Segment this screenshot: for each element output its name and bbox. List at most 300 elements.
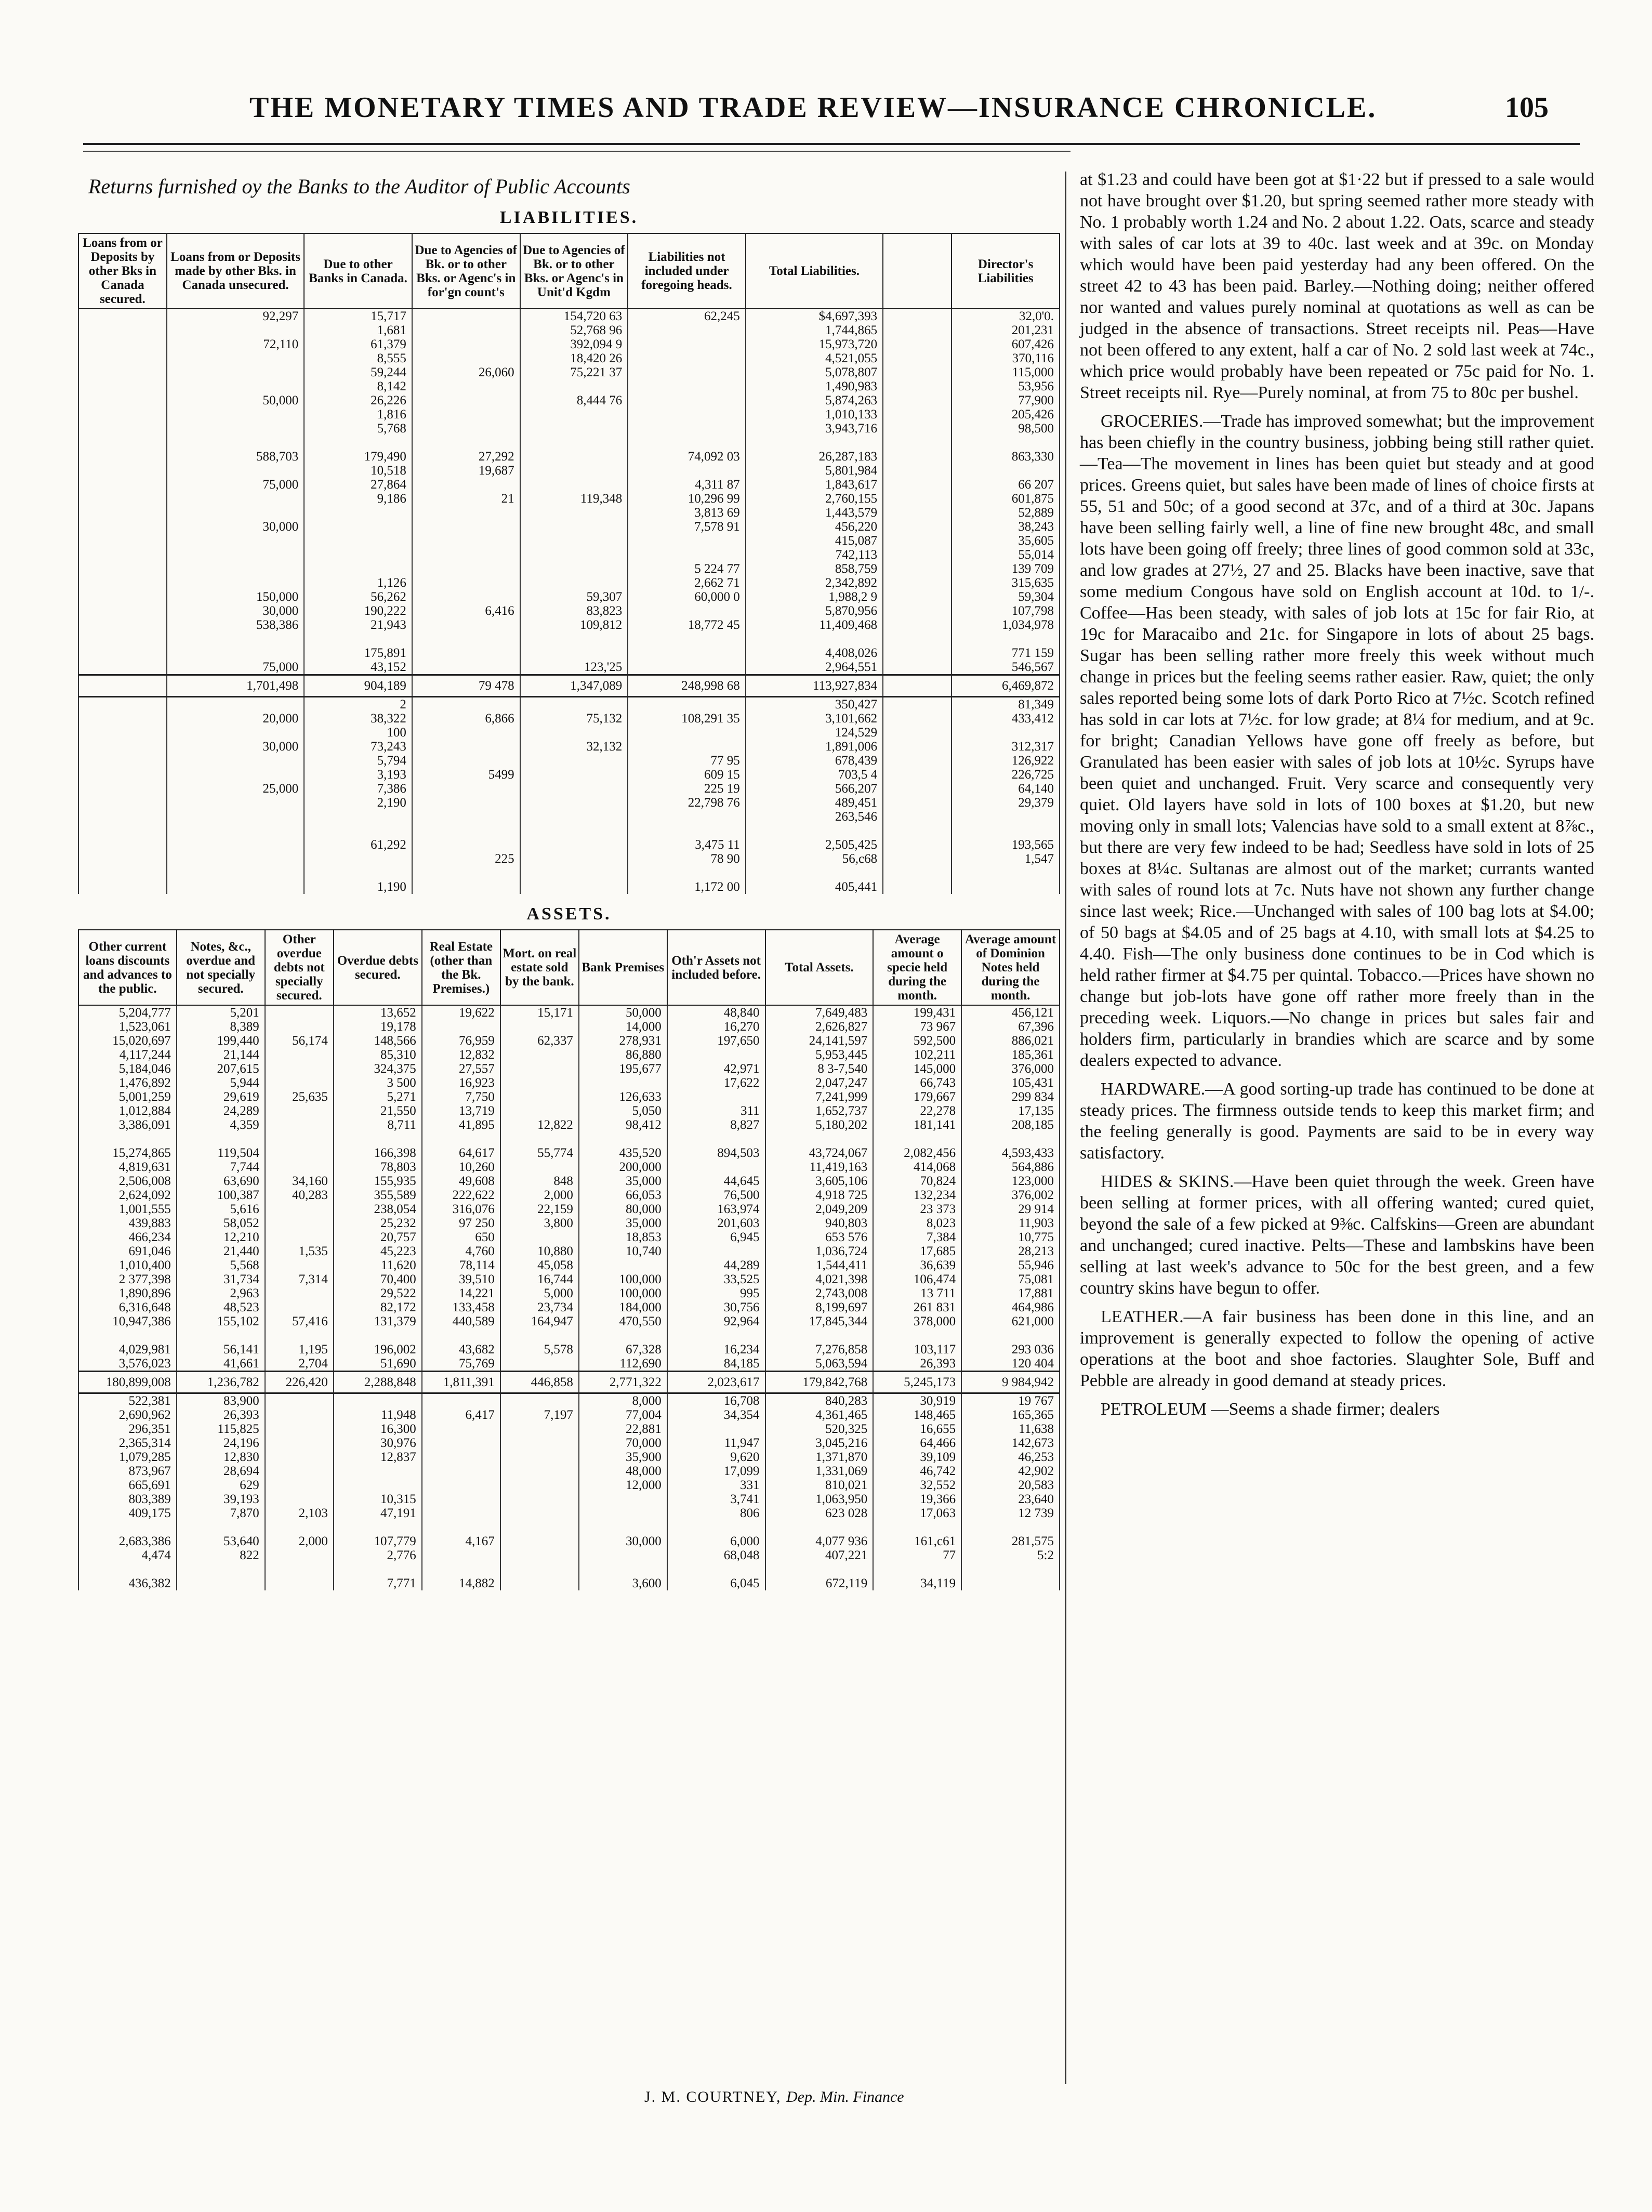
table-cell: 5,768 bbox=[304, 422, 412, 436]
table-cell: 3,600 bbox=[579, 1576, 667, 1590]
table-cell: 810,021 bbox=[765, 1478, 874, 1492]
table-row bbox=[78, 1562, 1060, 1576]
table-cell: 456,220 bbox=[746, 520, 883, 534]
table-cell bbox=[265, 1062, 334, 1076]
table-cell: 446,858 bbox=[500, 1372, 579, 1393]
table-cell: 822 bbox=[177, 1548, 265, 1562]
table-cell: 376,000 bbox=[961, 1062, 1060, 1076]
table-cell: 995 bbox=[667, 1286, 765, 1300]
grain-market-paragraph: at $1.23 and could have been got at $1·22 but if pressed to a sale would not have brought over $1.20, but spring seemed rather more steady with No. 1 probably worth 1.24 and No. 2 about 1.22. Oats, scarce and steady with sales of car lots at 39 to 40c. last week and at 39c. on Monday which would have been paid yesterday had any been offered. On the street 42 to 43 has been paid. Barley.—Nothing doing; neither offered nor wanted and values purely nominal at quotations as well as can be judged in the absence of transactions. Street receipts nil. Peas—Have not been offered to any extent, half a car of No. 2 sold last week at 74c., which price would probably have been repeated or 75c paid for No. 1. Street receipts nil. Rye—Purely nominal, at from 75 to 80c per bushel. bbox=[1080, 170, 1594, 402]
table-row bbox=[78, 520, 1060, 534]
table-cell bbox=[883, 365, 951, 379]
table-cell: 1,036,724 bbox=[765, 1244, 874, 1258]
table-cell: 2,964,551 bbox=[746, 660, 883, 675]
table-cell: 17,063 bbox=[873, 1506, 961, 1520]
table-cell bbox=[628, 632, 746, 646]
table-cell bbox=[500, 1422, 579, 1436]
table-cell: 222,622 bbox=[422, 1188, 500, 1202]
table-cell: 19,178 bbox=[334, 1020, 422, 1034]
table-cell: 47,191 bbox=[334, 1506, 422, 1520]
table-cell: 324,375 bbox=[334, 1062, 422, 1076]
table-cell bbox=[628, 866, 746, 880]
table-cell bbox=[951, 436, 1060, 450]
table-cell: 433,412 bbox=[951, 712, 1060, 726]
table-cell bbox=[177, 1132, 265, 1146]
table-cell bbox=[78, 604, 167, 618]
table-cell: 27,864 bbox=[304, 478, 412, 492]
table-row bbox=[78, 1132, 1060, 1146]
table-cell: 6,866 bbox=[412, 712, 520, 726]
table-cell bbox=[746, 436, 883, 450]
table-cell: 293 036 bbox=[961, 1342, 1060, 1357]
table-cell: 139 709 bbox=[951, 562, 1060, 576]
table-cell bbox=[78, 880, 167, 894]
table-cell: 1,843,617 bbox=[746, 478, 883, 492]
table-cell bbox=[520, 768, 628, 782]
table-cell: 5499 bbox=[412, 768, 520, 782]
table-cell: 68,048 bbox=[667, 1548, 765, 1562]
table-cell bbox=[167, 810, 304, 824]
table-row bbox=[78, 1076, 1060, 1090]
table-cell: 5,801,984 bbox=[746, 464, 883, 478]
table-row bbox=[78, 782, 1060, 796]
table-cell bbox=[500, 1506, 579, 1520]
table-cell: 30,756 bbox=[667, 1300, 765, 1314]
table-cell bbox=[412, 810, 520, 824]
table-cell: 62,245 bbox=[628, 309, 746, 323]
table-cell: 261 831 bbox=[873, 1300, 961, 1314]
table-cell: 30,919 bbox=[873, 1393, 961, 1408]
table-row bbox=[78, 1146, 1060, 1160]
table-cell: 18,853 bbox=[579, 1230, 667, 1244]
table-cell: 56,174 bbox=[265, 1034, 334, 1048]
table-cell bbox=[500, 1478, 579, 1492]
table-cell bbox=[78, 1132, 177, 1146]
table-cell bbox=[412, 838, 520, 852]
table-cell: 67,328 bbox=[579, 1342, 667, 1357]
table-cell bbox=[265, 1562, 334, 1576]
table-cell bbox=[78, 796, 167, 810]
table-cell bbox=[667, 1422, 765, 1436]
table-cell: 84,185 bbox=[667, 1357, 765, 1372]
table-cell: 2 bbox=[304, 697, 412, 712]
table-cell: 601,875 bbox=[951, 492, 1060, 506]
table-cell: 1,371,870 bbox=[765, 1450, 874, 1464]
table-cell bbox=[167, 492, 304, 506]
table-cell: 3 500 bbox=[334, 1076, 422, 1090]
table-cell bbox=[265, 1146, 334, 1160]
table-cell: 225 bbox=[412, 852, 520, 866]
table-row bbox=[78, 1202, 1060, 1216]
table-cell bbox=[628, 604, 746, 618]
table-cell bbox=[167, 646, 304, 660]
table-cell: 39,193 bbox=[177, 1492, 265, 1506]
table-cell: 32,0'0. bbox=[951, 309, 1060, 323]
table-cell: 51,690 bbox=[334, 1357, 422, 1372]
table-cell bbox=[667, 1160, 765, 1174]
table-cell: 164,947 bbox=[500, 1314, 579, 1328]
table-cell: 546,567 bbox=[951, 660, 1060, 675]
table-cell bbox=[579, 1548, 667, 1562]
table-cell: 43,682 bbox=[422, 1342, 500, 1357]
table-cell: 7,870 bbox=[177, 1506, 265, 1520]
signature-title: Dep. Min. Finance bbox=[786, 2088, 904, 2105]
table-cell: 3,386,091 bbox=[78, 1118, 177, 1132]
table-cell: 1,544,411 bbox=[765, 1258, 874, 1272]
table-cell bbox=[500, 1160, 579, 1174]
table-cell bbox=[883, 407, 951, 422]
table-cell: 392,094 9 bbox=[520, 337, 628, 351]
table-cell: 46,253 bbox=[961, 1450, 1060, 1464]
table-cell bbox=[304, 562, 412, 576]
table-cell: 78,803 bbox=[334, 1160, 422, 1174]
table-cell bbox=[167, 866, 304, 880]
table-cell bbox=[78, 323, 167, 337]
table-cell: 52,768 96 bbox=[520, 323, 628, 337]
table-cell bbox=[167, 548, 304, 562]
table-cell: 27,557 bbox=[422, 1062, 500, 1076]
table-cell bbox=[883, 351, 951, 365]
table-cell bbox=[961, 1562, 1060, 1576]
table-cell: 76,959 bbox=[422, 1034, 500, 1048]
table-cell bbox=[500, 1357, 579, 1372]
table-cell bbox=[883, 782, 951, 796]
table-cell: 75,000 bbox=[167, 660, 304, 675]
table-cell bbox=[520, 646, 628, 660]
table-row bbox=[78, 796, 1060, 810]
table-cell: 28,213 bbox=[961, 1244, 1060, 1258]
table-cell: 5,063,594 bbox=[765, 1357, 874, 1372]
table-cell: 75,000 bbox=[167, 478, 304, 492]
table-cell: 11,638 bbox=[961, 1422, 1060, 1436]
table-row bbox=[78, 1005, 1060, 1020]
table-cell: 4,077 936 bbox=[765, 1534, 874, 1548]
table-cell bbox=[765, 1328, 874, 1342]
table-cell: 316,076 bbox=[422, 1202, 500, 1216]
table-cell: 5,616 bbox=[177, 1202, 265, 1216]
table-cell: 34,119 bbox=[873, 1576, 961, 1590]
liabilities-table bbox=[78, 233, 1060, 894]
table-cell: 179,842,768 bbox=[765, 1372, 874, 1393]
table-cell: 50,000 bbox=[167, 393, 304, 407]
table-cell: 4,918 725 bbox=[765, 1188, 874, 1202]
table-cell bbox=[628, 422, 746, 436]
table-cell bbox=[520, 379, 628, 393]
table-cell bbox=[412, 407, 520, 422]
table-row bbox=[78, 1244, 1060, 1258]
table-cell bbox=[628, 726, 746, 740]
table-cell: 126,633 bbox=[579, 1090, 667, 1104]
table-row bbox=[78, 450, 1060, 464]
table-row bbox=[78, 1118, 1060, 1132]
table-cell: 98,500 bbox=[951, 422, 1060, 436]
table-cell: 201,603 bbox=[667, 1216, 765, 1230]
table-cell: 59,307 bbox=[520, 590, 628, 604]
column-header: Director's Liabilities bbox=[951, 233, 1060, 309]
table-cell: 650 bbox=[422, 1230, 500, 1244]
table-cell bbox=[883, 436, 951, 450]
table-row bbox=[78, 407, 1060, 422]
table-cell: 405,441 bbox=[746, 880, 883, 894]
market-paragraph: GROCERIES.—Trade has improved somewhat; but the improvement has been chiefly in the country business, jobbing being still rather quiet.—Tea—The movement in lines has been quiet but steady and at good prices. Greens quiet, but sales have been made of lines of choice firsts at 55, 51 and 50c; of a good second at 37c, and of a third at 30c. Japans have been selling fairly well, a line of fine new brought 48c, and small lots have been going off freely; three lines of good common sold at 33c, and low grades at 27½, 27 and 25. Blacks have been inactive, save that some medium Congous have sold on English account at 10d. to 1/-. Coffee—Has been steady, with sales of job lots at 15c for fair Rio, at 19c for Maracaibo and 21c. for Singapore in lots of about 25 bags. Sugar has been selling rather more freely this week without much change in prices but the feeling seems rather easier. Raw, quiet; the only sales reported being some lots of dark Porto Rico at 7½c. Scotch refined has sold in car lots at 7½c. for low grade; at 8¼ for medium, and at 9c. for bright; Canadian Yellows have gone off freely as before, but Granulated has been easier with sales of job lots at 10½c. Syrups have been quiet and unchanged. Fruit. Very scarce and consequently very quiet. Old layers have sold in lots of 100 boxes at $1.20, but new moving only in small lots; Valencias have sold to a small extent at 8⅞c., but there are very few indeed to be had; Seedless have sold in lots of 25 boxes at 8¼c. Sultanas are almost out of the market; currants wanted with sales of round lots at 7c. Nuts have not shown any further change since last week; Rice.—Unchanged with sales of 100 bag lots at $4.00; of 50 bags at $4.05 and of 25 bags at 4.10, with small lots at $4.25 to 4.40. Fish—The only business done continues to be in Cod which is held rather firmer at $4.75 per quintal. Tobacco.—Prices have shown no change but job-lots have gone off rather more freely than in the preceding week. Liquors.—No change in prices but sales fair and holders firm, particularly in brandies which are scarce and by some dealers expected to advance. bbox=[1080, 412, 1594, 1070]
table-cell bbox=[500, 1562, 579, 1576]
table-cell: 73,243 bbox=[304, 740, 412, 754]
table-cell: 59,304 bbox=[951, 590, 1060, 604]
table-cell bbox=[628, 323, 746, 337]
table-cell: 9 984,942 bbox=[961, 1372, 1060, 1393]
table-cell: 5,078,807 bbox=[746, 365, 883, 379]
table-cell bbox=[883, 379, 951, 393]
table-cell: 19,366 bbox=[873, 1492, 961, 1506]
table-cell bbox=[265, 1450, 334, 1464]
table-cell: 58,052 bbox=[177, 1216, 265, 1230]
table-cell bbox=[78, 478, 167, 492]
table-cell bbox=[167, 852, 304, 866]
table-cell bbox=[78, 548, 167, 562]
table-cell: 2,506,008 bbox=[78, 1174, 177, 1188]
table-cell: 35,000 bbox=[579, 1216, 667, 1230]
table-cell: 4,474 bbox=[78, 1548, 177, 1562]
table-cell: 803,389 bbox=[78, 1492, 177, 1506]
table-row bbox=[78, 1020, 1060, 1034]
table-cell: 2,683,386 bbox=[78, 1534, 177, 1548]
table-cell: 19 767 bbox=[961, 1393, 1060, 1408]
table-cell: 38,243 bbox=[951, 520, 1060, 534]
market-report-column bbox=[1080, 169, 1594, 1427]
header-rule bbox=[83, 143, 1580, 145]
table-cell: 21,550 bbox=[334, 1104, 422, 1118]
table-cell: 21,144 bbox=[177, 1048, 265, 1062]
table-cell bbox=[883, 548, 951, 562]
table-row bbox=[78, 1436, 1060, 1450]
table-cell bbox=[579, 1562, 667, 1576]
table-cell bbox=[628, 393, 746, 407]
table-cell bbox=[961, 1520, 1060, 1534]
table-cell bbox=[167, 323, 304, 337]
table-cell bbox=[520, 576, 628, 590]
table-cell bbox=[265, 1048, 334, 1062]
table-cell bbox=[422, 1464, 500, 1478]
table-cell: 588,703 bbox=[167, 450, 304, 464]
table-cell: 9,186 bbox=[304, 492, 412, 506]
table-cell bbox=[628, 436, 746, 450]
table-cell: 940,803 bbox=[765, 1216, 874, 1230]
assets-table bbox=[78, 929, 1060, 1590]
bank-returns-tables bbox=[78, 198, 1060, 1590]
table-cell bbox=[412, 436, 520, 450]
table-cell: 70,400 bbox=[334, 1272, 422, 1286]
table-cell: 566,207 bbox=[746, 782, 883, 796]
table-cell bbox=[412, 866, 520, 880]
table-cell: 299 834 bbox=[961, 1090, 1060, 1104]
table-cell bbox=[628, 660, 746, 675]
table-cell: 16,923 bbox=[422, 1076, 500, 1090]
table-cell: 29,522 bbox=[334, 1286, 422, 1300]
table-cell bbox=[520, 506, 628, 520]
table-cell: 2,624,092 bbox=[78, 1188, 177, 1202]
table-row bbox=[78, 604, 1060, 618]
table-cell: 148,566 bbox=[334, 1034, 422, 1048]
table-cell bbox=[628, 697, 746, 712]
table-cell: 2,771,322 bbox=[579, 1372, 667, 1393]
table-cell bbox=[304, 632, 412, 646]
table-cell: 370,116 bbox=[951, 351, 1060, 365]
table-cell bbox=[78, 379, 167, 393]
table-cell: 62,337 bbox=[500, 1034, 579, 1048]
table-cell: 5,000 bbox=[500, 1286, 579, 1300]
liabilities-header-row bbox=[78, 233, 1060, 309]
table-cell bbox=[765, 1520, 874, 1534]
table-cell: 3,193 bbox=[304, 768, 412, 782]
table-cell: 439,883 bbox=[78, 1216, 177, 1230]
table-cell bbox=[883, 810, 951, 824]
column-header: Oth'r Assets not included before. bbox=[667, 930, 765, 1005]
table-cell: 59,244 bbox=[304, 365, 412, 379]
table-cell bbox=[265, 1132, 334, 1146]
table-cell bbox=[520, 824, 628, 838]
table-cell: 15,020,697 bbox=[78, 1034, 177, 1048]
table-cell: 2,662 71 bbox=[628, 576, 746, 590]
table-cell: 5,794 bbox=[304, 754, 412, 768]
table-cell: 64,617 bbox=[422, 1146, 500, 1160]
table-cell: 97 250 bbox=[422, 1216, 500, 1230]
column-header: Total Assets. bbox=[765, 930, 874, 1005]
table-cell: 72,110 bbox=[167, 337, 304, 351]
table-cell: 6,316,648 bbox=[78, 1300, 177, 1314]
table-cell bbox=[628, 740, 746, 754]
page-number: 105 bbox=[1505, 91, 1549, 124]
table-cell bbox=[520, 866, 628, 880]
table-row bbox=[78, 810, 1060, 824]
table-cell: 12,000 bbox=[579, 1478, 667, 1492]
table-cell: 166,398 bbox=[334, 1146, 422, 1160]
table-cell: 350,427 bbox=[746, 697, 883, 712]
table-cell bbox=[412, 520, 520, 534]
table-cell bbox=[520, 754, 628, 768]
table-cell: 77,004 bbox=[579, 1408, 667, 1422]
table-cell: 16,270 bbox=[667, 1020, 765, 1034]
table-cell: 6,000 bbox=[667, 1534, 765, 1548]
table-row bbox=[78, 1160, 1060, 1174]
table-cell: 886,021 bbox=[961, 1034, 1060, 1048]
table-cell: 691,046 bbox=[78, 1244, 177, 1258]
table-cell: 703,5 4 bbox=[746, 768, 883, 782]
table-row bbox=[78, 337, 1060, 351]
table-cell: 15,973,720 bbox=[746, 337, 883, 351]
column-header: Total Liabilities. bbox=[746, 233, 883, 309]
table-cell: 15,717 bbox=[304, 309, 412, 323]
table-cell: 5,201 bbox=[177, 1005, 265, 1020]
table-cell: 1,012,884 bbox=[78, 1104, 177, 1118]
table-row bbox=[78, 436, 1060, 450]
signature-name: J. M. COURTNEY, bbox=[644, 2088, 782, 2105]
table-cell: 355,589 bbox=[334, 1188, 422, 1202]
table-cell: 48,000 bbox=[579, 1464, 667, 1478]
table-cell: 2,190 bbox=[304, 796, 412, 810]
table-cell bbox=[883, 740, 951, 754]
table-cell: 1,652,737 bbox=[765, 1104, 874, 1118]
table-cell bbox=[412, 782, 520, 796]
table-cell bbox=[667, 1520, 765, 1534]
column-header: Due to Agencies of Bk. or to other Bks. or Agenc's in for'gn count's bbox=[412, 233, 520, 309]
table-cell: 3,813 69 bbox=[628, 506, 746, 520]
table-cell bbox=[765, 1562, 874, 1576]
table-cell bbox=[412, 632, 520, 646]
table-cell bbox=[412, 697, 520, 712]
table-cell: 1,490,983 bbox=[746, 379, 883, 393]
table-cell: 742,113 bbox=[746, 548, 883, 562]
table-cell: 41,661 bbox=[177, 1357, 265, 1372]
table-row bbox=[78, 1548, 1060, 1562]
table-cell bbox=[167, 407, 304, 422]
table-cell: 456,121 bbox=[961, 1005, 1060, 1020]
table-row bbox=[78, 562, 1060, 576]
table-cell bbox=[78, 632, 167, 646]
table-cell: 83,900 bbox=[177, 1393, 265, 1408]
table-cell: 100,387 bbox=[177, 1188, 265, 1202]
table-cell: 208,185 bbox=[961, 1118, 1060, 1132]
table-cell: 10,518 bbox=[304, 464, 412, 478]
table-cell bbox=[520, 697, 628, 712]
returns-title: Returns furnished oy the Banks to the Auditor of Public Accounts bbox=[88, 175, 630, 198]
table-cell bbox=[520, 436, 628, 450]
table-cell: 42,902 bbox=[961, 1464, 1060, 1478]
table-cell: 195,677 bbox=[579, 1062, 667, 1076]
table-cell bbox=[177, 1328, 265, 1342]
table-cell: 155,935 bbox=[334, 1174, 422, 1188]
table-row bbox=[78, 1090, 1060, 1104]
table-cell: 858,759 bbox=[746, 562, 883, 576]
table-cell bbox=[500, 1048, 579, 1062]
table-row bbox=[78, 492, 1060, 506]
table-cell: 17,881 bbox=[961, 1286, 1060, 1300]
table-cell bbox=[265, 1258, 334, 1272]
table-cell: 1,476,892 bbox=[78, 1076, 177, 1090]
table-cell bbox=[265, 1286, 334, 1300]
table-row bbox=[78, 1216, 1060, 1230]
table-cell: 73 967 bbox=[873, 1020, 961, 1034]
table-cell: 8,555 bbox=[304, 351, 412, 365]
table-cell: 103,117 bbox=[873, 1342, 961, 1357]
table-cell: 2,760,155 bbox=[746, 492, 883, 506]
table-cell bbox=[334, 1478, 422, 1492]
table-row bbox=[78, 880, 1060, 894]
table-cell bbox=[167, 576, 304, 590]
table-cell: 23,640 bbox=[961, 1492, 1060, 1506]
table-cell bbox=[412, 880, 520, 894]
table-row bbox=[78, 646, 1060, 660]
table-cell bbox=[873, 1562, 961, 1576]
table-row bbox=[78, 1478, 1060, 1492]
table-row bbox=[78, 534, 1060, 548]
table-cell: 225 19 bbox=[628, 782, 746, 796]
table-cell bbox=[520, 562, 628, 576]
table-cell bbox=[334, 1328, 422, 1342]
table-cell: 609 15 bbox=[628, 768, 746, 782]
table-cell bbox=[422, 1020, 500, 1034]
table-cell bbox=[78, 646, 167, 660]
table-cell bbox=[500, 1393, 579, 1408]
table-cell bbox=[167, 562, 304, 576]
table-cell: 205,426 bbox=[951, 407, 1060, 422]
table-cell bbox=[265, 1216, 334, 1230]
table-cell bbox=[412, 422, 520, 436]
table-cell bbox=[520, 632, 628, 646]
table-cell: 57,416 bbox=[265, 1314, 334, 1328]
table-cell: 30,000 bbox=[167, 604, 304, 618]
table-cell: 133,458 bbox=[422, 1300, 500, 1314]
table-row bbox=[78, 351, 1060, 365]
